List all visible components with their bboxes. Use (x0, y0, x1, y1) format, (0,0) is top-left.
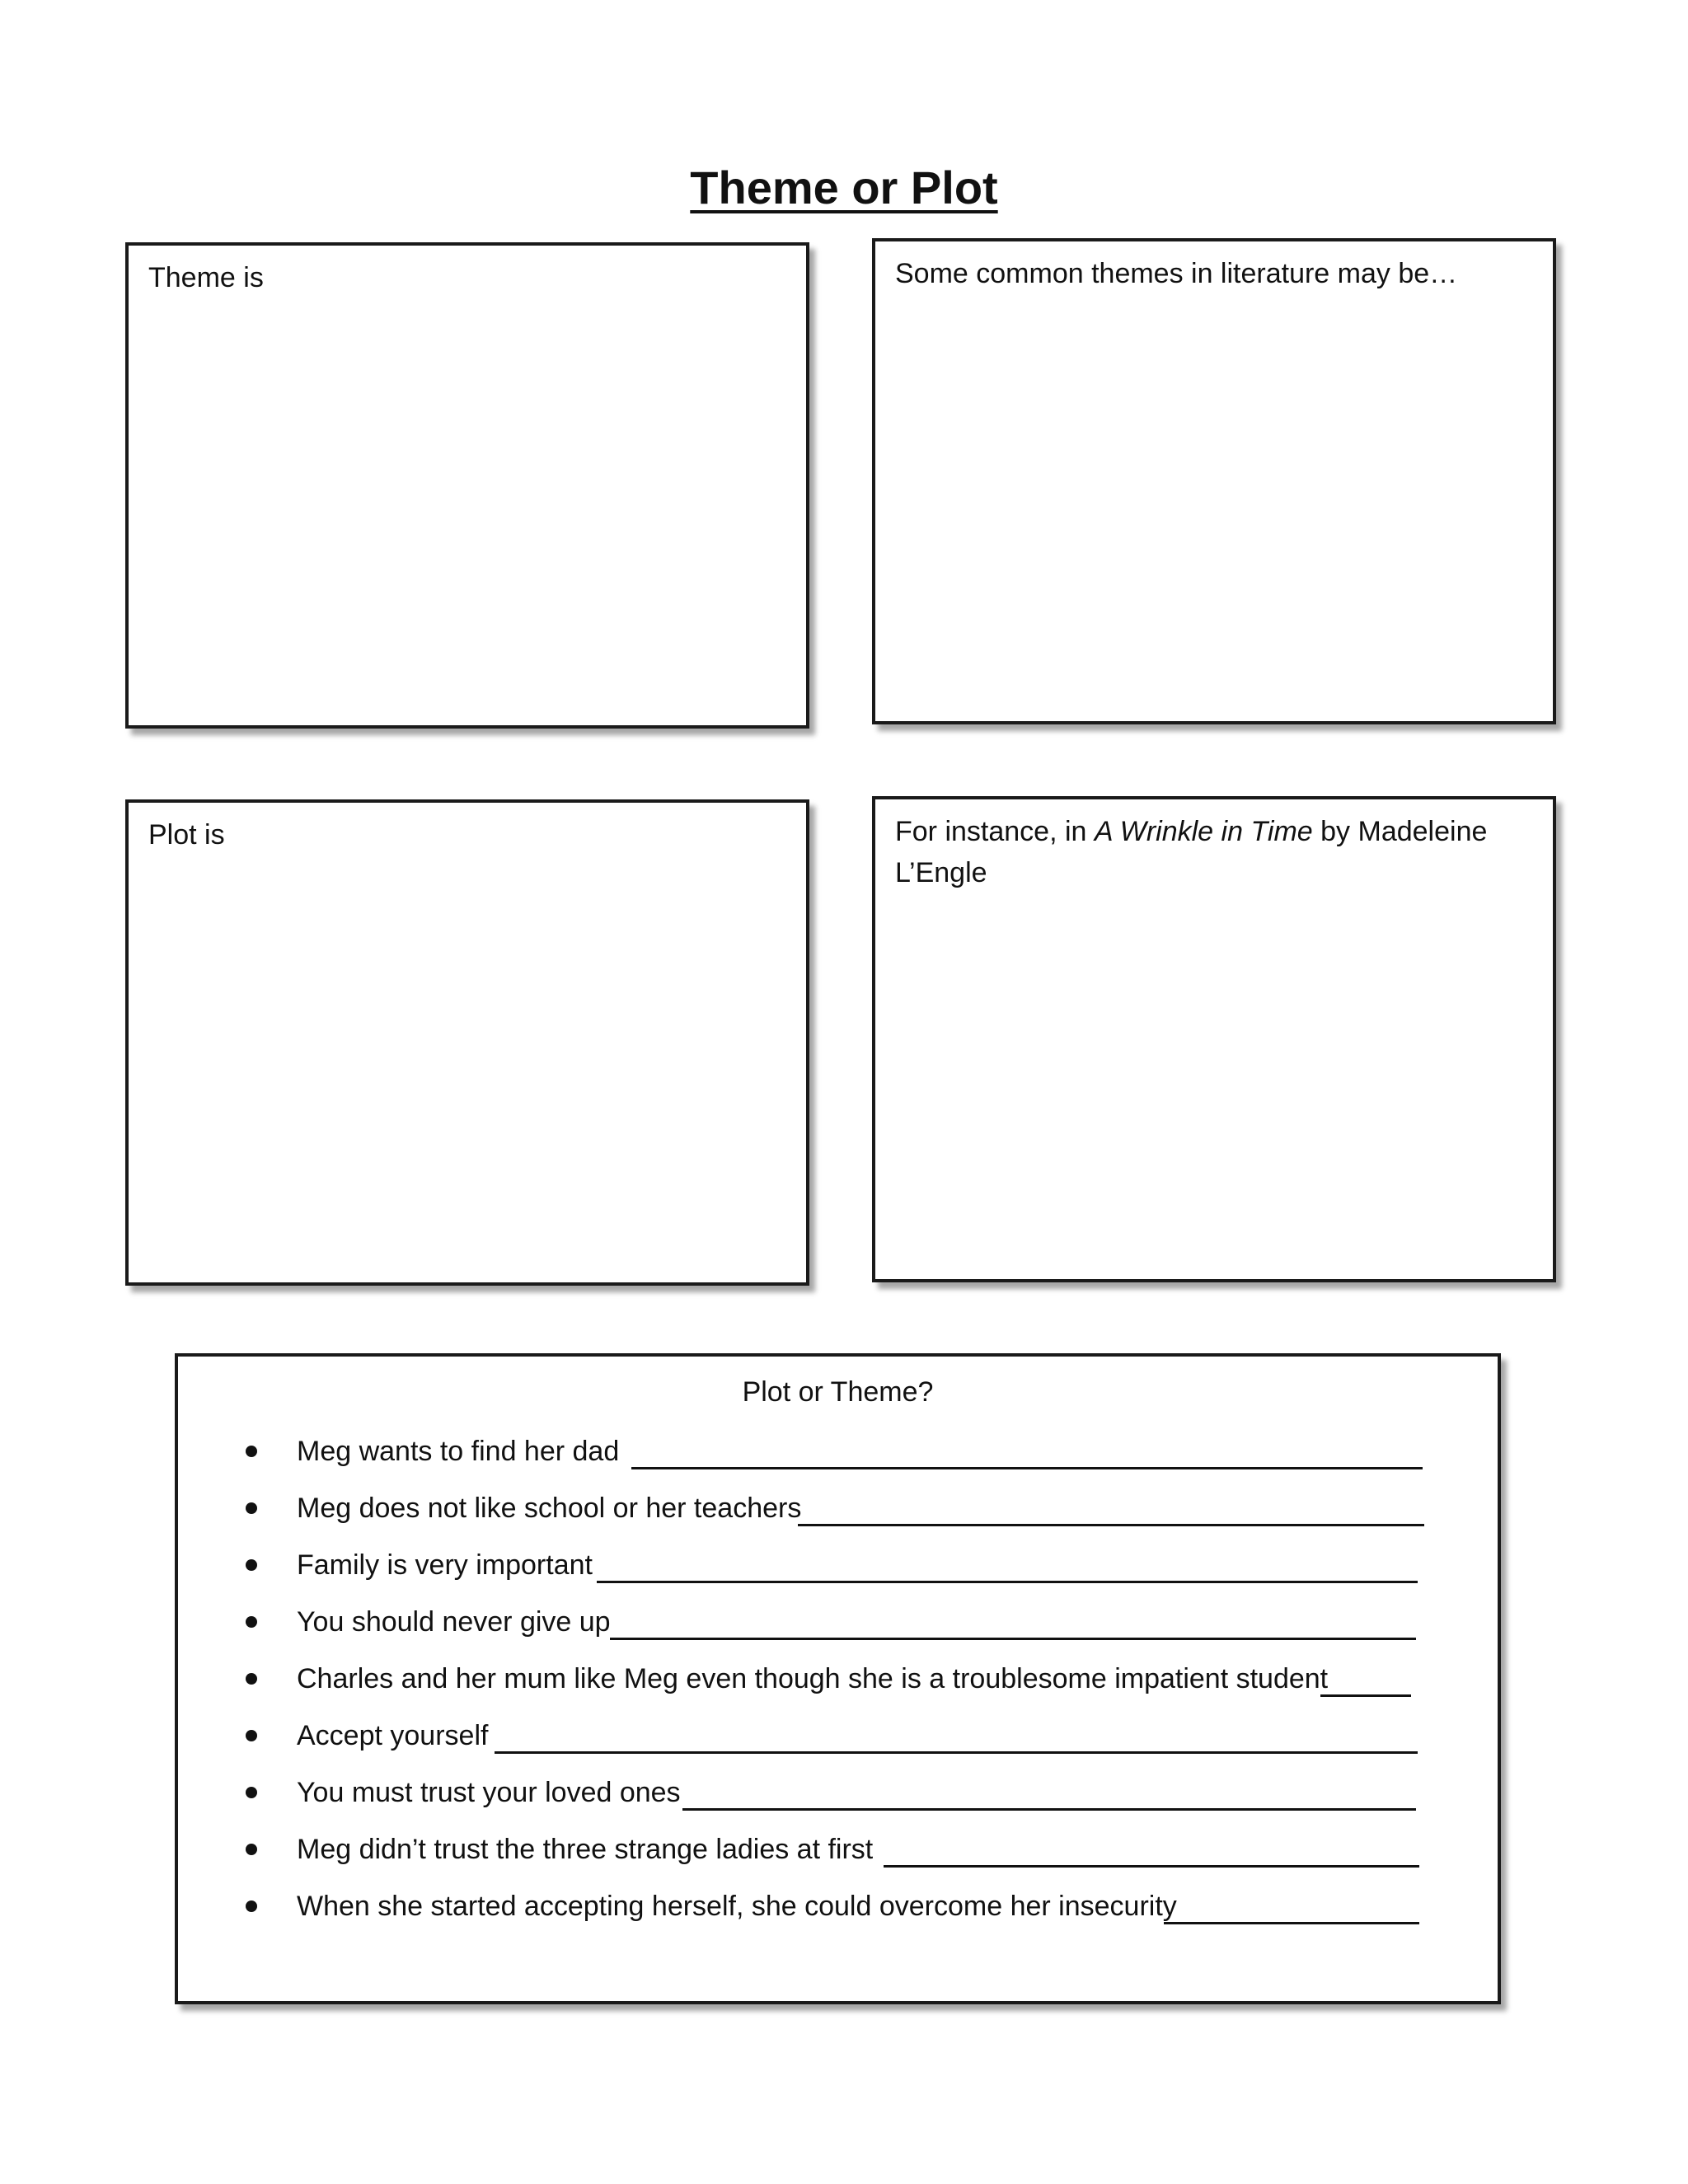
quiz-item-text: Charles and her mum like Meg even though she is a troublesome impatient student (297, 1663, 1329, 1694)
theme-box-label: Theme is (148, 262, 264, 293)
answer-line[interactable] (1164, 1922, 1419, 1924)
bullet-icon (246, 1787, 257, 1798)
example-suffix: by Madeleine L’Engle (895, 816, 1488, 888)
quiz-item (178, 1601, 1498, 1658)
theme-definition-box[interactable] (125, 242, 809, 729)
common-themes-box-label: Some common themes in literature may be… (895, 258, 1458, 289)
quiz-item (178, 1772, 1498, 1829)
quiz-item-text: Accept yourself (297, 1720, 489, 1751)
quiz-item (178, 1658, 1498, 1715)
quiz-item-text: You should never give up (297, 1606, 611, 1638)
answer-line[interactable] (682, 1808, 1416, 1811)
quiz-item (178, 1544, 1498, 1601)
quiz-item (178, 1829, 1498, 1886)
bullet-icon (246, 1502, 257, 1514)
quiz-list (178, 1431, 1498, 1943)
bullet-icon (246, 1673, 257, 1685)
common-themes-box[interactable] (872, 238, 1556, 724)
example-box[interactable] (872, 796, 1556, 1282)
example-prefix: For instance, in (895, 816, 1095, 847)
answer-line[interactable] (884, 1865, 1419, 1868)
page-title: Theme or Plot (690, 162, 998, 213)
plot-or-theme-quiz-box (175, 1353, 1501, 2004)
quiz-item-text: Meg didn’t trust the three strange ladies at first (297, 1834, 874, 1865)
bullet-icon (246, 1559, 257, 1571)
answer-line[interactable] (631, 1467, 1423, 1469)
quiz-item-text: Meg wants to find her dad (297, 1436, 620, 1467)
plot-definition-box[interactable] (125, 799, 809, 1286)
book-title: A Wrinkle in Time (1094, 816, 1313, 847)
bullet-icon (246, 1730, 257, 1741)
bullet-icon (246, 1900, 257, 1912)
bullet-icon (246, 1844, 257, 1855)
quiz-item (178, 1715, 1498, 1772)
answer-line[interactable] (798, 1524, 1424, 1526)
quiz-item-text: Family is very important (297, 1549, 593, 1581)
quiz-item (178, 1886, 1498, 1943)
answer-line[interactable] (1320, 1694, 1411, 1697)
answer-line[interactable] (597, 1581, 1418, 1583)
bullet-icon (246, 1616, 257, 1628)
answer-line[interactable] (610, 1638, 1416, 1640)
quiz-item (178, 1488, 1498, 1544)
quiz-item-text: When she started accepting herself, she could overcome her insecurity (297, 1891, 1177, 1922)
quiz-item (178, 1431, 1498, 1488)
bullet-icon (246, 1446, 257, 1457)
quiz-heading: Plot or Theme? (742, 1376, 934, 1408)
example-box-label (895, 811, 1533, 893)
plot-box-label: Plot is (148, 819, 225, 851)
answer-line[interactable] (495, 1751, 1418, 1754)
quiz-item-text: You must trust your loved ones (297, 1777, 681, 1808)
quiz-item-text: Meg does not like school or her teachers (297, 1493, 802, 1524)
